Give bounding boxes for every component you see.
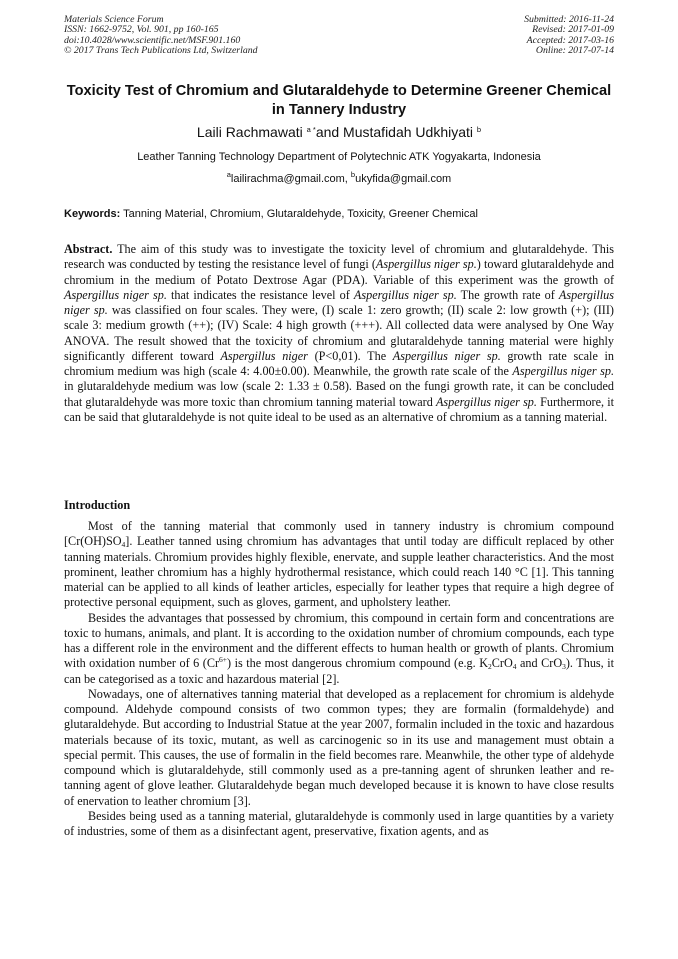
species-name: Aspergillus niger sp. [375, 257, 477, 272]
abstract-text: was classified on four scales. They were, (I) scale 1: zero growth; (II) scale 2: low growth (+); (III) scale 3: medium growth (++); (IV) Scale: 4 high growth (+++). All collected data were analysed by One Way ANOVA. The result showed that the toxicity of chromium and glutaraldehyde tanning material were highly significantly different toward [64, 303, 614, 363]
species-name: Aspergillus niger sp. [64, 287, 167, 302]
abstract-text: Furthermore, it can be said that glutaraldehyde is not quite ideal to be used as an alternative of chromium as a tanning material. [64, 394, 614, 424]
intro-text: ) is the most dangerous chromium compound (e.g. K [227, 656, 488, 671]
journal-header-left [64, 15, 258, 57]
species-name: Aspergillus niger sp. [512, 364, 614, 378]
date-online: Online: 2017-07-14 [535, 45, 614, 57]
abstract-text: (P<0,01). The [307, 348, 393, 363]
species-name: Aspergillus niger sp. [435, 394, 537, 409]
abstract-text: The growth rate of [456, 287, 559, 302]
email-a-marker: a [226, 170, 231, 179]
abstract-text: that indicates the resistance level of [166, 287, 354, 302]
author-line [60, 123, 618, 141]
intro-paragraph-4: Besides being used as a tanning material, glutaraldehyde is commonly used in large quantities by a variety of industries, some of them as a disinfectant agent, preservative, fixation agents, and as [64, 808, 614, 838]
journal-issn: ISSN: 1662-9752, Vol. 901, pp 160-165 [64, 24, 219, 36]
date-submitted: Submitted: 2016-11-24 [524, 14, 614, 25]
intro-text: ). Thus, it can be categorised as a toxic and hazardous material [2]. [64, 656, 614, 686]
intro-paragraph-3: Nowadays, one of alternatives tanning material that developed as a replacement for chromium is aldehyde compound. Aldehyde compound consists of two common types; they are formalin (formaldehyde) and glutaraldehyde. But according to Industrial Statue at the year 2007, formalin included in the toxic and hazardous materials because of its toxic, mutant, as well as carcinogenic so in its use and management must obtain a special permit. This causes, the use of formalin in the field becomes rare. Meanwhile, the other type of aldehyde compound which is glutaraldehyde, still commonly used as a pre-tanning agent of shrunken leather and re-tanning agent of glove leather. Glutaraldehyde began much developed because it is known to have close results of enervation to leather chromium [3]. [64, 686, 614, 808]
abstract-text: The aim of this study was to investigate the toxicity level of chromium and glutaraldehyde. This research was conducted by testing the resistance level of fungi ( [64, 242, 614, 272]
email-b-marker: b [350, 170, 356, 179]
email-b[interactable]: ukyfida@gmail.com [355, 173, 452, 185]
subscript: 2 [488, 662, 492, 672]
intro-text: CrO [491, 656, 513, 671]
paper-title: Toxicity Test of Chromium and Glutaraldehyde to Determine Greener Chemical in Tannery Industry [66, 83, 612, 118]
author-1-marker: a * [306, 125, 316, 134]
author-2: and Mustafidah Udkhiyati [315, 124, 474, 140]
email-a[interactable]: lailirachma@gmail.com, [230, 173, 351, 185]
introduction-body [64, 519, 614, 839]
intro-paragraph-2 [64, 611, 614, 687]
keywords-label: Keywords: [64, 208, 121, 220]
species-name: Aspergillus niger sp. [353, 287, 457, 302]
abstract-label: Abstract. [64, 242, 113, 256]
journal-doi: doi:10.4028/www.scientific.net/MSF.901.160 [64, 34, 241, 46]
introduction-heading: Introduction [64, 498, 131, 512]
abstract [64, 242, 614, 425]
keywords-text: Tanning Material, Chromium, Glutaraldehyde, Toxicity, Greener Chemical [120, 208, 478, 220]
email-line [60, 172, 618, 186]
author-2-marker: b [476, 125, 482, 134]
abstract-paragraph [64, 242, 614, 425]
affiliation: Leather Tanning Technology Department of Polytechnic ATK Yogyakarta, Indonesia [137, 151, 541, 163]
intro-text: Most of the tanning material that commonly used in tannery industry is chromium compound [Cr(OH)SO [64, 519, 614, 549]
keywords [64, 207, 616, 221]
intro-text: and CrO [516, 656, 563, 671]
abstract-text: growth rate scale in chromium medium was high (scale 4: 4.00±0.00). Meanwhile, the growth rate scale of the [64, 348, 614, 378]
abstract-text: in glutaraldehyde medium was low (scale 2: 1.33 ± 0.58). Based on the fungi growth rate, it can be concluded that glutaraldehyde was more toxic than chromium tanning material toward [64, 379, 614, 409]
date-revised: Revised: 2017-01-09 [532, 24, 614, 36]
date-accepted: Accepted: 2017-03-16 [526, 34, 614, 46]
subscript: 4 [121, 540, 126, 550]
species-name: Aspergillus niger [220, 348, 308, 363]
intro-text: Besides the advantages that possessed by chromium, this compound in certain form and concentrations are toxic to humans, animals, and plant. It is according to the oxidation number of chromium compounds, each type has a different role in the environment and the different effects to human health or growth of plants. Chromium with oxidation number of 6 (Cr [64, 610, 614, 671]
abstract-text: ) toward glutaraldehyde and chromium in the medium of Potato Dextrose Agar (PDA). Variable of this experiment was the growth of [64, 257, 614, 287]
journal-copyright: © 2017 Trans Tech Publications Ltd, Switzerland [64, 45, 258, 57]
subscript: 3 [562, 662, 566, 672]
subscript: 4 [512, 662, 517, 672]
species-name: Aspergillus niger sp. [392, 348, 501, 363]
author-1: Laili Rachmawati [196, 124, 303, 140]
journal-name: Materials Science Forum [64, 14, 164, 25]
superscript: 6+ [219, 655, 227, 665]
journal-header-right [524, 15, 614, 57]
species-name: Aspergillus niger sp. [64, 287, 614, 317]
intro-paragraph-1 [64, 519, 614, 611]
intro-text: ]. Leather tanned using chromium has advantages that until today are difficult replaced by other tanning materials. Chromium provides highly flexible, enervate, and supple leather characteristics. And the most prominent, leather chromium has a highly hydrothermal resistance, which could reach 140 °C [1]. This tanning material can be applied to all kinds of leather articles, especially for leather types that require a high degree of protective personal equipment, such as gloves, garment, and upholstery leather. [64, 534, 614, 610]
